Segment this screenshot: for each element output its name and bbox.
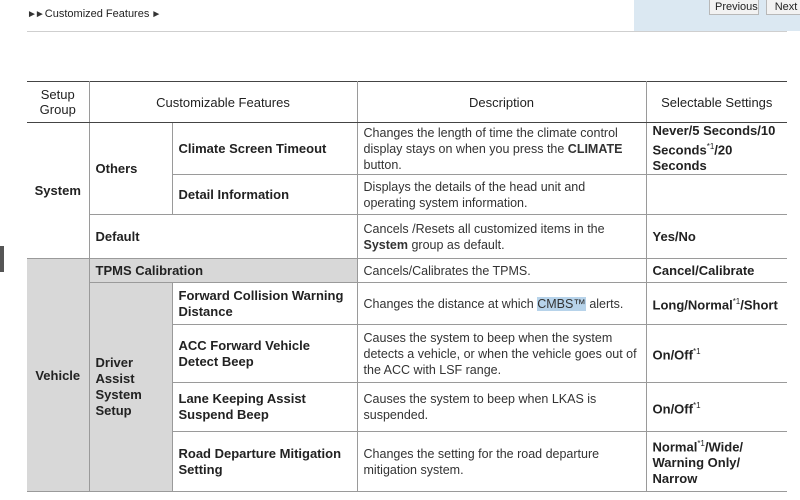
description-default: Cancels /Resets all customized items in the System group as default.: [357, 215, 646, 259]
header-customizable-features: Customizable Features: [89, 82, 357, 123]
settings-detail: [646, 175, 787, 215]
settings-tpms: Cancel/Calibrate: [646, 259, 787, 283]
table-row: [27, 123, 787, 175]
feature-detail-information: Detail Information: [172, 175, 357, 215]
settings-acc: On/Off$^{*1}$: [646, 325, 787, 383]
description-acc: Causes the system to beep when the system detects a vehicle, or when the vehicle goes out of the ACC with LSF range.: [357, 325, 646, 383]
header-selectable-settings: Selectable Settings: [646, 82, 787, 123]
highlighted-text[interactable]: CMBS™: [537, 296, 586, 311]
settings-rdm: Normal$^{*1}$/Wide/ Warning Only/ Narrow: [646, 432, 787, 492]
feature-climate-screen-timeout: Climate Screen Timeout: [172, 123, 357, 175]
feature-tpms-calibration: TPMS Calibration: [89, 259, 357, 283]
group-system: System: [27, 123, 89, 259]
feature-acc-forward-vehicle: ACC Forward Vehicle Detect Beep: [172, 325, 357, 383]
next-button[interactable]: Next: [766, 0, 800, 15]
feature-default: Default: [89, 215, 357, 259]
description-fcw: Changes the distance at which CMBS™ alerts.: [357, 283, 646, 325]
description-climate: Changes the length of time the climate control display stays on when you press the CLIMATE button.: [357, 123, 646, 175]
description-tpms: Cancels/Calibrates the TPMS.: [357, 259, 646, 283]
breadcrumb-label[interactable]: Customized Features: [44, 8, 150, 20]
table-row: [27, 259, 787, 283]
subgroup-driver-assist: Driver Assist System Setup: [89, 283, 172, 492]
table-header-row: [27, 82, 787, 123]
group-vehicle: Vehicle: [27, 259, 89, 492]
header-setup-group: Setup Group: [27, 82, 89, 123]
description-detail: Displays the details of the head unit and operating system information.: [357, 175, 646, 215]
breadcrumb-arrows-icon: ►►: [27, 8, 43, 20]
settings-lka: On/Off$^{*1}$: [646, 383, 787, 432]
settings-fcw: Long/Normal$^{*1}$/Short: [646, 283, 787, 325]
table-row: [27, 215, 787, 259]
breadcrumb: [27, 8, 159, 20]
settings-climate: Never/5 Seconds/10 Seconds$^{*1}$/20 Seconds: [646, 123, 787, 175]
feature-lane-keeping-assist: Lane Keeping Assist Suspend Beep: [172, 383, 357, 432]
breadcrumb-trail-arrow-icon: ►: [151, 8, 160, 20]
previous-button[interactable]: Previous: [709, 0, 759, 15]
table-row: [27, 283, 787, 325]
page-edge-marker: [0, 246, 4, 272]
description-rdm: Changes the setting for the road departure mitigation system.: [357, 432, 646, 492]
customized-features-table: [27, 81, 787, 492]
settings-default: Yes/No: [646, 215, 787, 259]
feature-forward-collision-warning: Forward Collision Warning Distance: [172, 283, 357, 325]
description-lka: Causes the system to beep when LKAS is suspended.: [357, 383, 646, 432]
header-divider: [27, 31, 787, 32]
subgroup-others: Others: [89, 123, 172, 215]
feature-road-departure-mitigation: Road Departure Mitigation Setting: [172, 432, 357, 492]
header-description: Description: [357, 82, 646, 123]
